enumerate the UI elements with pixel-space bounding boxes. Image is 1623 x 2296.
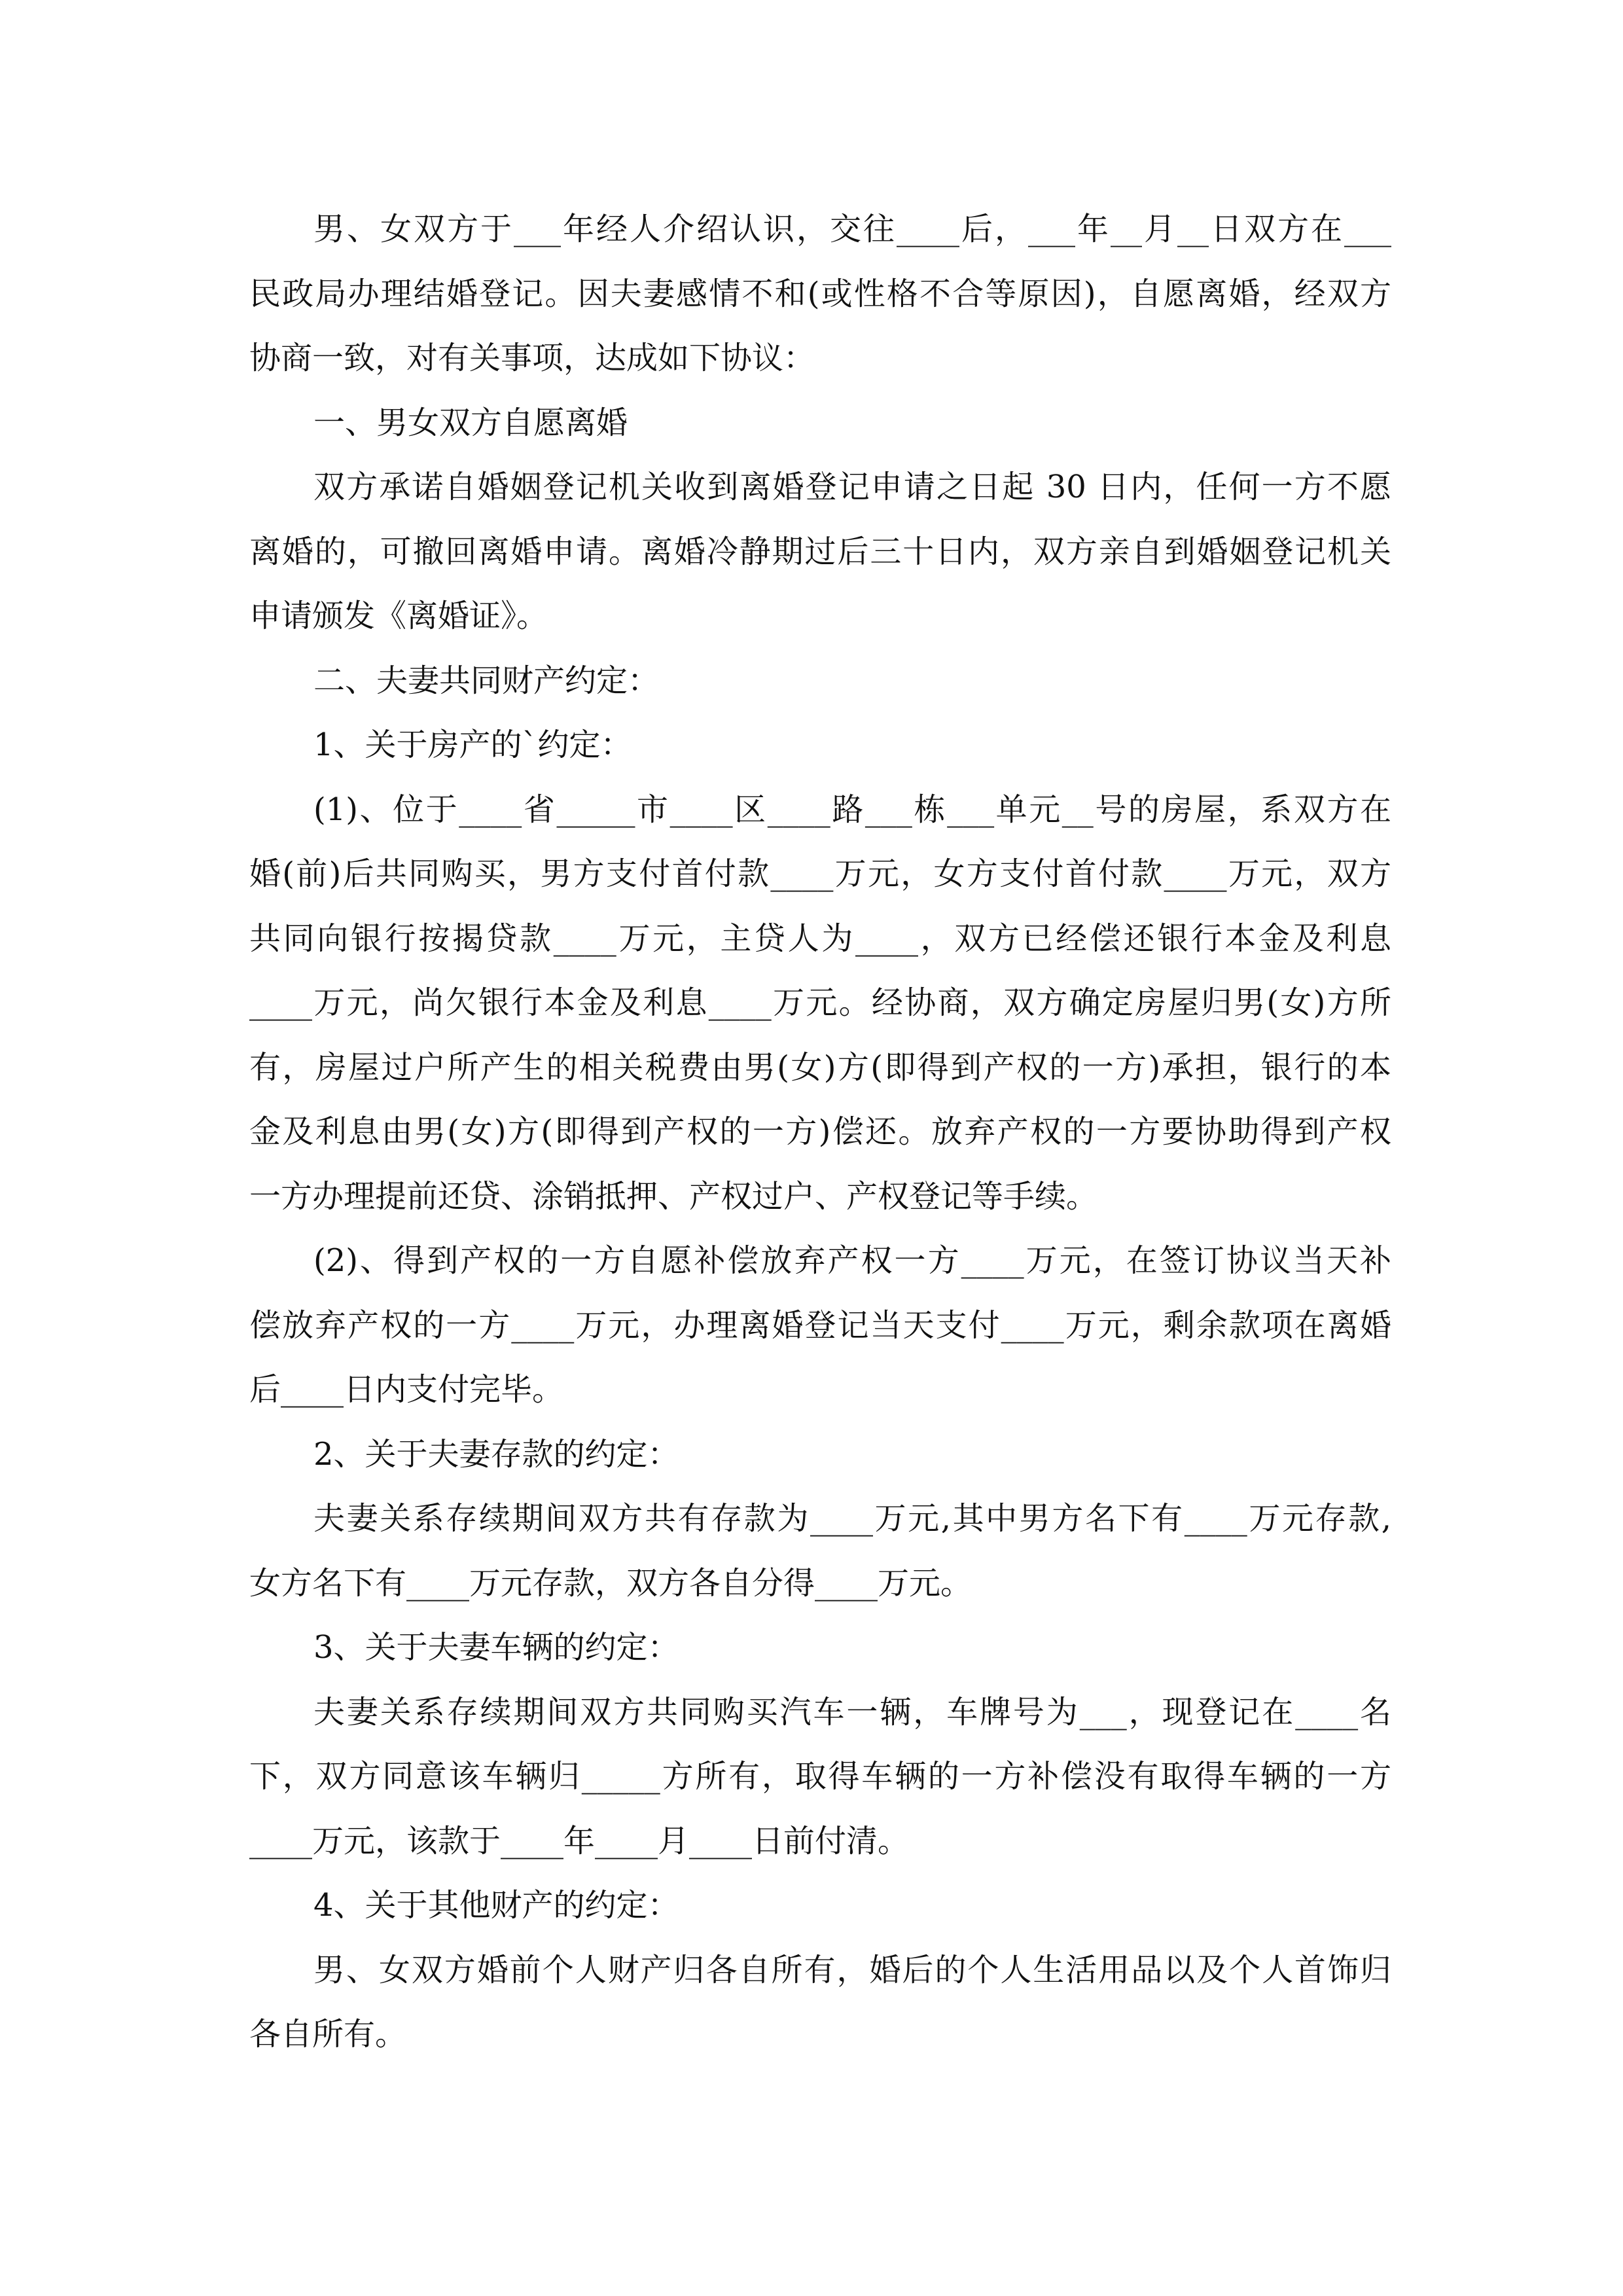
- line-text: 夫妻关系存续期间双方共有存款为____万元,其中男方名下有____万元存款,: [313, 1500, 1391, 1537]
- text-line: [249, 778, 1391, 842]
- text-line: [249, 1229, 1391, 1293]
- line-text: 下，双方同意该车辆归_____方所有，取得车辆的一方补偿没有取得车辆的一方: [249, 1758, 1391, 1795]
- text-line: 申请颁发《离婚证》。: [249, 598, 548, 634]
- line-text: 有，房屋过户所产生的相关税费由男(女)方(即得到产权的一方)承担，银行的本: [249, 1049, 1391, 1086]
- line-text: 双方承诺自婚姻登记机关收到离婚登记申请之日起 30 日内，任何一方不愿: [313, 469, 1391, 505]
- line-text: 婚(前)后共同购买，男方支付首付款____万元，女方支付首付款____万元，双方: [249, 855, 1391, 892]
- line-text: 夫妻关系存续期间双方共同购买汽车一辆，车牌号为___，现登记在____名: [313, 1693, 1391, 1731]
- line-text: 民政局办理结婚登记。因夫妻感情不和(或性格不合等原因)，自愿离婚，经双方: [249, 275, 1391, 312]
- line-text: (2)、得到产权的一方自愿补偿放弃产权一方____万元，在签订协议当天补: [313, 1242, 1391, 1279]
- agreement-body: [249, 197, 1391, 2067]
- text-line: 3、关于夫妻车辆的约定：: [313, 1629, 679, 1666]
- text-line: [249, 906, 1391, 971]
- line-text: 离婚的，可撤回离婚申请。离婚冷静期过后三十日内，双方亲自到婚姻登记机关: [249, 533, 1391, 570]
- line-text: 共同向银行按揭贷款____万元，主贷人为____，双方已经偿还银行本金及利息: [249, 920, 1391, 957]
- text-line: 二、夫妻共同财产约定：: [313, 662, 660, 699]
- text-line: [249, 197, 1391, 262]
- text-line: [249, 455, 1391, 520]
- text-line: [249, 1100, 1391, 1164]
- text-line: [249, 1035, 1391, 1100]
- line-text: 金及利息由男(女)方(即得到产权的一方)偿还。放弃产权的一方要协助得到产权: [249, 1113, 1391, 1150]
- line-text: (1)、位于____省_____市____区____路___栋___单元__号的房屋，系双方在: [313, 791, 1391, 828]
- text-line: [249, 262, 1391, 327]
- line-text: ____万元，尚欠银行本金及利息____万元。经协商，双方确定房屋归男(女)方所: [249, 984, 1391, 1021]
- text-line: [249, 520, 1391, 584]
- text-line: [249, 1486, 1391, 1551]
- text-line: 后____日内支付完毕。: [249, 1371, 564, 1408]
- text-line: 各自所有。: [249, 2016, 407, 2053]
- text-line: 2、关于夫妻存款的约定：: [313, 1435, 679, 1473]
- text-line: [249, 1680, 1391, 1745]
- text-line: 4、关于其他财产的约定：: [313, 1887, 679, 1924]
- line-text: 男、女双方婚前个人财产归各自所有，婚后的个人生活用品以及个人首饰归: [313, 1951, 1391, 1988]
- text-line: ____万元，该款于____年____月____日前付清。: [249, 1822, 910, 1859]
- text-line: 协商一致，对有关事项，达成如下协议：: [249, 340, 815, 376]
- text-line: [249, 1938, 1391, 2003]
- line-text: 偿放弃产权的一方____万元，办理离婚登记当天支付____万元，剩余款项在离婚: [249, 1306, 1391, 1344]
- text-line: [249, 1293, 1391, 1358]
- text-line: [249, 842, 1391, 906]
- text-line: 女方名下有____万元存款，双方各自分得____万元。: [249, 1564, 972, 1602]
- text-line: 1、关于房产的`约定：: [313, 726, 632, 763]
- text-line: 一方办理提前还贷、涂销抵押、产权过户、产权登记等手续。: [249, 1177, 1098, 1215]
- text-line: 一、男女双方自愿离婚: [313, 404, 628, 441]
- line-text: 男、女双方于___年经人介绍认识，交往____后，___年__月__日双方在___: [313, 211, 1391, 247]
- text-line: [249, 971, 1391, 1035]
- text-line: [249, 1744, 1391, 1809]
